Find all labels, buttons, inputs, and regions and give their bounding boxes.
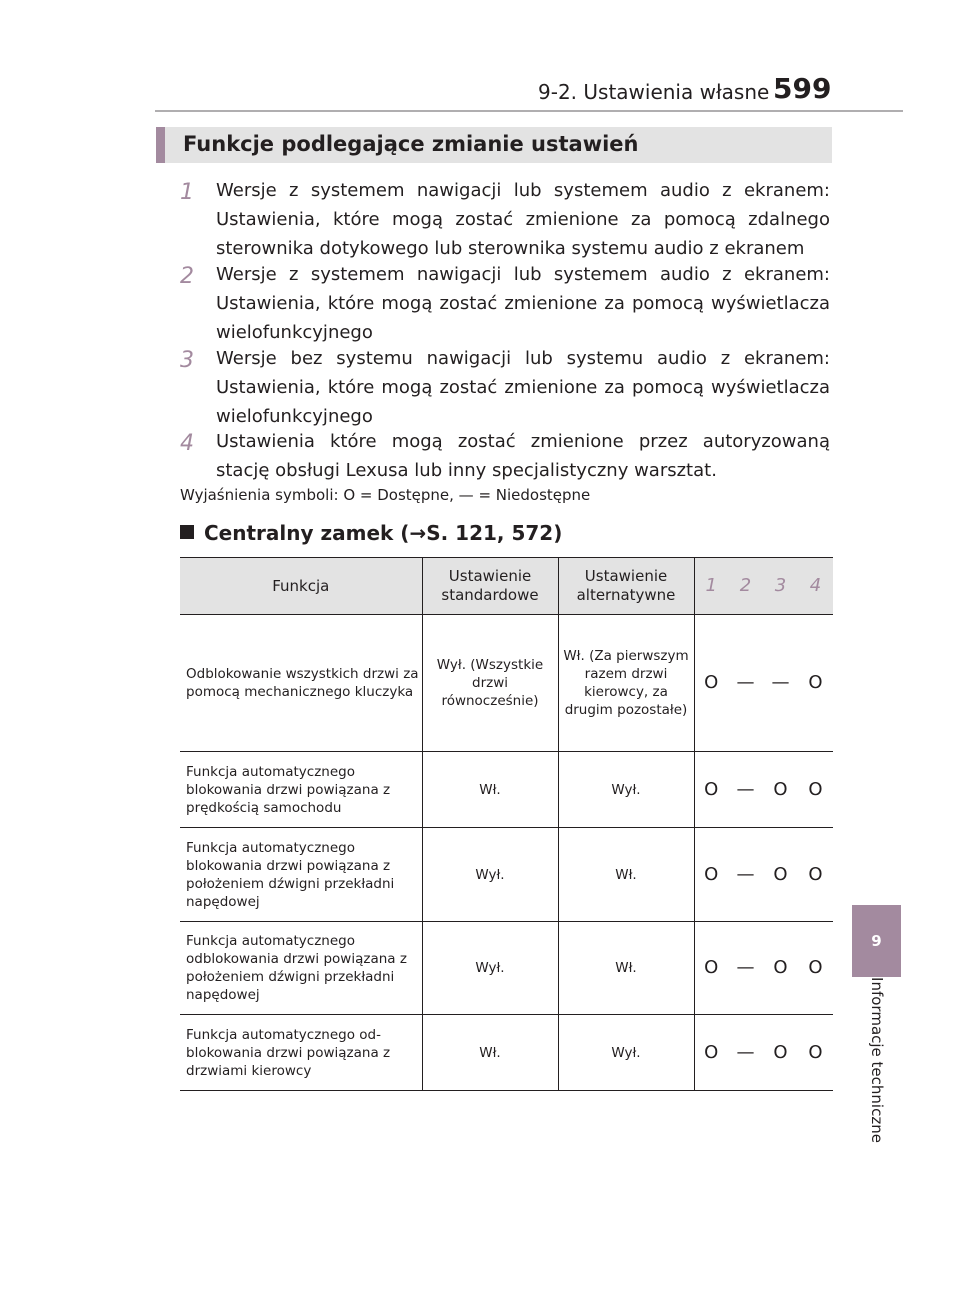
- list-item: [180, 344, 830, 431]
- header-divider: [155, 110, 903, 112]
- settings-table: [180, 557, 833, 1091]
- table-row: [180, 922, 833, 1015]
- item-number: 1: [180, 180, 194, 205]
- section-header: 9-2. Ustawienia własne: [538, 80, 770, 104]
- cell-default: Wył. (Wszystkie drzwi równocześnie): [422, 615, 558, 752]
- cell-function: Funkcja automatycznego blokowania drzwi powiązana z położeniem dźwigni przekładni napędowej: [180, 828, 422, 922]
- item-text: Wersje z systemem nawigacji lub systemem audio z ekranem: Ustawienia, które mogą zostać zmienione za pomocą zdalnego sterownika dotykowego lub sterownika systemu audio z ekranem: [216, 180, 830, 259]
- cell-col-2: —: [728, 752, 763, 828]
- item-text: Wersje bez systemu nawigacji lub systemu audio z ekranem: Ustawienia, które mogą zostać zmienione za pomocą wyświetlacza wielofunkcyjnego: [216, 348, 830, 427]
- header-alternative: Ustawienie alternatywne: [558, 558, 694, 615]
- cell-col-1: O: [694, 922, 728, 1015]
- header-function: Funkcja: [180, 558, 422, 615]
- list-item: [180, 427, 830, 485]
- cell-col-4: O: [798, 1015, 833, 1091]
- cell-default: Wł.: [422, 1015, 558, 1091]
- list-item: [180, 260, 830, 347]
- cell-alternative: Wł.: [558, 828, 694, 922]
- cell-alternative: Wł.: [558, 922, 694, 1015]
- chapter-number: 9: [871, 932, 882, 950]
- item-number: 2: [180, 264, 194, 289]
- section-title-bar: [156, 127, 832, 163]
- item-text: Wersje z systemem nawigacji lub systemem audio z ekranem: Ustawienia, które mogą zostać zmienione za pomocą wyświetlacza wielofunkcyjnego: [216, 264, 830, 343]
- cell-alternative: Wył.: [558, 752, 694, 828]
- header-default: Ustawienie standardowe: [422, 558, 558, 615]
- cell-col-3: —: [763, 615, 798, 752]
- item-number: 3: [180, 348, 194, 373]
- cell-col-4: O: [798, 615, 833, 752]
- cell-col-3: O: [763, 1015, 798, 1091]
- section-title: Funkcje podlegające zmianie ustawień: [183, 132, 639, 156]
- cell-col-3: O: [763, 828, 798, 922]
- chapter-label: Informacje techniczne: [868, 977, 886, 1143]
- cell-col-4: O: [798, 828, 833, 922]
- cell-default: Wył.: [422, 828, 558, 922]
- header-col-2: 2: [728, 558, 763, 615]
- cell-col-1: O: [694, 828, 728, 922]
- table-header-row: [180, 558, 833, 615]
- cell-function: Funkcja automatycznego blokowania drzwi powiązana z prędkością samochodu: [180, 752, 422, 828]
- cell-col-2: —: [728, 922, 763, 1015]
- bullet-square-icon: [180, 525, 194, 539]
- cell-col-2: —: [728, 828, 763, 922]
- item-text: Ustawienia które mogą zostać zmienione przez autoryzowaną stację obsługi Lexusa lub inny specjalistyczny warsztat.: [216, 431, 830, 481]
- header-col-3: 3: [763, 558, 798, 615]
- cell-col-1: O: [694, 615, 728, 752]
- cell-col-3: O: [763, 752, 798, 828]
- item-number: 4: [180, 431, 194, 456]
- table-row: [180, 752, 833, 828]
- cell-col-4: O: [798, 922, 833, 1015]
- cell-default: Wł.: [422, 752, 558, 828]
- cell-col-3: O: [763, 922, 798, 1015]
- cell-col-1: O: [694, 1015, 728, 1091]
- header-col-4: 4: [798, 558, 833, 615]
- page-number: 599: [773, 72, 832, 105]
- cell-col-4: O: [798, 752, 833, 828]
- cell-alternative: Wył.: [558, 1015, 694, 1091]
- header-col-1: 1: [694, 558, 728, 615]
- cell-function: Funkcja automatycznego odblokowania drzwi powiązana z drzwiami kierowcy: [180, 1015, 422, 1091]
- cell-function: Funkcja automatycznego odblokowania drzwi powiązana z położeniem dźwigni przekładni napędowej: [180, 922, 422, 1015]
- cell-col-2: —: [728, 615, 763, 752]
- table-row: [180, 615, 833, 752]
- cell-alternative: Wł. (Za pierwszym razem drzwi kierowcy, za drugim pozostałe): [558, 615, 694, 752]
- symbol-legend: Wyjaśnienia symboli: O = Dostępne, — = Niedostępne: [180, 486, 591, 504]
- subheading: [180, 521, 562, 545]
- subheading-text: Centralny zamek (→S. 121, 572): [204, 521, 563, 545]
- list-item: [180, 176, 830, 263]
- cell-function: Odblokowanie wszystkich drzwi za pomocą mechanicznego kluczyka: [180, 615, 422, 752]
- cell-default: Wył.: [422, 922, 558, 1015]
- table-row: [180, 828, 833, 922]
- cell-col-2: —: [728, 1015, 763, 1091]
- table-row: [180, 1015, 833, 1091]
- cell-col-1: O: [694, 752, 728, 828]
